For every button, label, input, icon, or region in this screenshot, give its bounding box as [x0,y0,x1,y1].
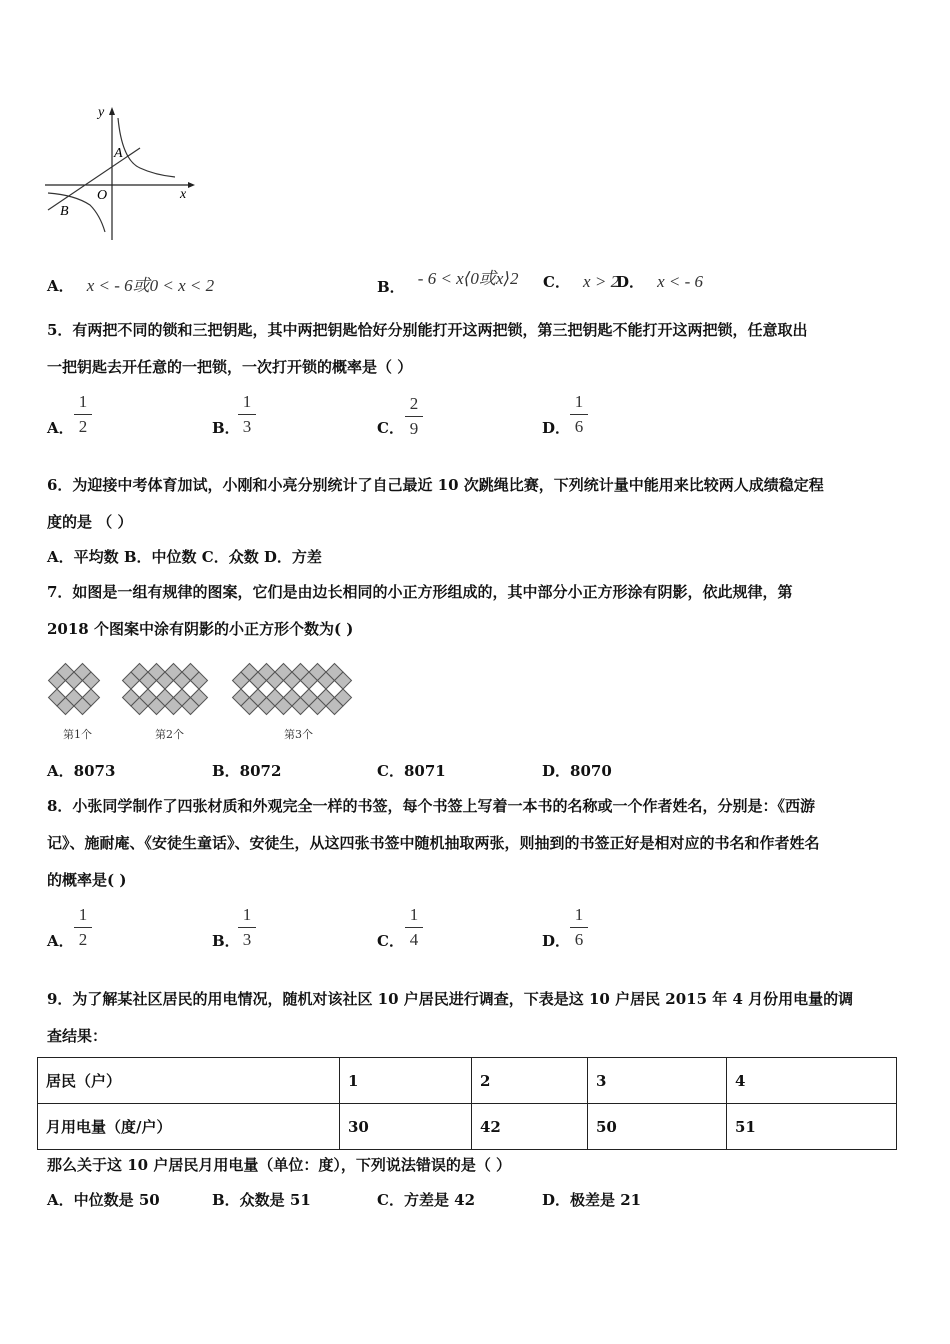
table-cell: 2 [472,1058,588,1104]
table-cell: 4 [727,1058,897,1104]
q5-option-d-fraction: 1 6 [569,392,589,437]
table-cell: 3 [588,1058,727,1104]
electricity-table [37,1057,897,1150]
q5-option-b-fraction: 1 3 [237,392,257,437]
q5-option-d-letter[interactable]: D． [542,419,571,437]
x-axis-arrow [188,182,195,188]
table-row [38,1104,897,1150]
q8-stem-line1: 8．小张同学制作了四张材质和外观完全一样的书签，每个书签上写着一本书的名称或一个作者姓名，分别是：《西游 [47,797,815,815]
q8-option-a-fraction: 1 2 [73,905,93,950]
q5-option-a-fraction: 1 2 [73,392,93,437]
function-graph [40,100,200,245]
x-axis-label: x [180,187,187,202]
q6-stem-line2: 度的是 （ ） [47,513,133,531]
table-cell: 51 [727,1104,897,1150]
hyperbola-upper-branch [118,118,175,177]
pattern-figures [45,655,375,725]
q9-option-b[interactable]: B．众数是 51 [212,1191,311,1209]
table-cell: 50 [588,1104,727,1150]
q9-option-d[interactable]: D．极差是 21 [542,1191,642,1209]
table-cell: 居民（户） [38,1058,340,1104]
q9-option-a[interactable]: A．中位数是 50 [47,1191,160,1209]
q7-option-a[interactable]: A．8073 [47,762,116,780]
q6-stem-line1: 6．为迎接中考体育加试，小刚和小亮分别统计了自己最近 10 次跳绳比赛，下列统计量中能用来比较两人成绩稳定程 [47,476,824,494]
q5-option-a-letter[interactable]: A． [47,419,74,437]
q8-stem-line2: 记》、施耐庵、《安徒生童话》、安徒生，从这四张书签中随机抽取两张，则抽到的书签正好是相对应的书名和作者姓名 [47,834,820,852]
q7-stem-line1: 7．如图是一组有规律的图案，它们是由边长相同的小正方形组成的，其中部分小正方形涂有阴影，依此规律，第 [47,583,793,601]
origin-label: O [97,188,108,203]
q5-option-b-letter[interactable]: B． [212,419,240,437]
pattern-label-2: 第2个 [155,728,184,741]
q5-option-c-fraction: 2 9 [404,394,424,439]
q8-option-d-letter[interactable]: D． [542,932,571,950]
pattern-label-3: 第3个 [284,728,313,741]
q8-option-b-letter[interactable]: B． [212,932,240,950]
q4-option-c[interactable]: C． x > 2 [543,272,620,291]
point-a-label: A [114,146,123,161]
q7-stem-line2: 2018 个图案中涂有阴影的小正方形个数为( ) [47,620,354,638]
pattern-label-1: 第1个 [63,728,92,741]
q7-option-c[interactable]: C．8071 [377,762,446,780]
table-cell: 42 [472,1104,588,1150]
q8-option-b-fraction: 1 3 [237,905,257,950]
q9-stem-line2: 查结果： [47,1027,108,1045]
q5-stem-line2: 一把钥匙去开任意的一把锁，一次打开锁的概率是（ ） [47,358,413,376]
q8-option-a-letter[interactable]: A． [47,932,74,950]
q5-option-c-letter[interactable]: C． [377,419,404,437]
q6-options[interactable]: A．平均数 B．中位数 C．众数 D．方差 [47,548,322,566]
table-row [38,1058,897,1104]
point-b-label: B [60,204,69,219]
y-axis-arrow [109,107,115,115]
q9-option-c[interactable]: C．方差是 42 [377,1191,476,1209]
q4-option-a[interactable]: A． x < - 6或0 < x < 2 [47,276,215,295]
table-cell: 1 [340,1058,472,1104]
q7-option-b[interactable]: B．8072 [212,762,282,780]
q8-option-d-fraction: 1 6 [569,905,589,950]
table-cell: 月用电量（度/户） [38,1104,340,1150]
q4-option-d[interactable]: D． x < - 6 [616,272,704,291]
q9-stem-line3: 那么关于这 10 户居民月用电量（单位：度），下列说法错误的是（ ） [47,1156,512,1174]
q5-stem-line1: 5．有两把不同的锁和三把钥匙，其中两把钥匙恰好分别能打开这两把锁，第三把钥匙不能打开这两把锁，任意取出 [47,321,808,339]
linear-function-line [48,148,140,210]
y-axis-label: y [98,105,105,120]
q8-option-c-fraction: 1 4 [404,905,424,950]
q9-stem-line1: 9．为了解某社区居民的用电情况，随机对该社区 10 户居民进行调查，下表是这 10 户居民 2015 年 4 月份用电量的调 [47,990,854,1008]
q7-option-d[interactable]: D．8070 [542,762,612,780]
table-cell: 30 [340,1104,472,1150]
q8-option-c-letter[interactable]: C． [377,932,404,950]
q8-stem-line3: 的概率是( ) [47,871,127,889]
q4-option-b[interactable]: B． - 6 < x⟨0或x⟩2 [377,269,519,296]
